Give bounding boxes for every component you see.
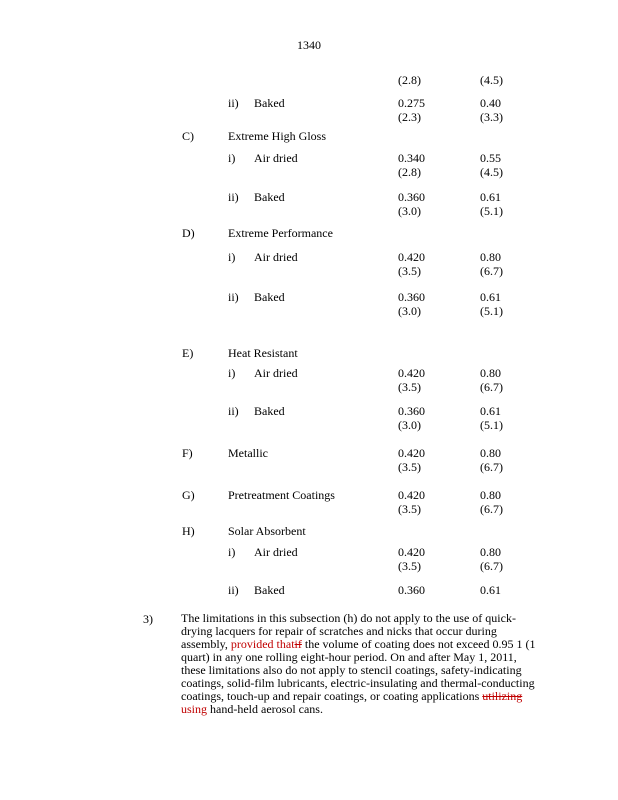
cell-value: 0.360 xyxy=(398,404,425,418)
row-sub-number: ii) xyxy=(228,583,239,597)
cell-value: (3.5) xyxy=(398,460,421,474)
row-sub-number: ii) xyxy=(228,190,239,204)
cell-value: 0.420 xyxy=(398,545,425,559)
inserted-text: provided that xyxy=(230,637,295,651)
cell-value: (5.1) xyxy=(480,204,503,218)
row-heading: Heat Resistant xyxy=(228,346,298,360)
cell-value: 0.360 xyxy=(398,583,425,597)
cell-value: (6.7) xyxy=(480,264,503,278)
row-label: Air dried xyxy=(254,250,298,264)
row-heading: Solar Absorbent xyxy=(228,524,306,538)
cell-value: (6.7) xyxy=(480,380,503,394)
row-label: Air dried xyxy=(254,366,298,380)
row-sub-number: ii) xyxy=(228,96,239,110)
cell-value: 0.40 xyxy=(480,96,501,110)
cell-value: 0.420 xyxy=(398,366,425,380)
row-label: Baked xyxy=(254,583,285,597)
row-heading: Pretreatment Coatings xyxy=(228,488,335,502)
row-letter: E) xyxy=(182,346,194,360)
paragraph-text: hand-held aerosol cans. xyxy=(207,702,323,716)
cell-value: (3.5) xyxy=(398,559,421,573)
cell-value: (6.7) xyxy=(480,502,503,516)
row-label: Air dried xyxy=(254,545,298,559)
deleted-text: utilizing xyxy=(482,689,523,703)
cell-value: (2.8) xyxy=(398,165,421,179)
row-letter: F) xyxy=(182,446,193,460)
cell-value: 0.61 xyxy=(480,404,501,418)
cell-value: (5.1) xyxy=(480,418,503,432)
inserted-text: using xyxy=(181,702,208,716)
cell-value: (2.3) xyxy=(398,110,421,124)
cell-value: (4.5) xyxy=(480,165,503,179)
row-label: Baked xyxy=(254,290,285,304)
cell-value: (2.8) xyxy=(398,73,421,87)
cell-value: 0.420 xyxy=(398,488,425,502)
cell-value: 0.80 xyxy=(480,250,501,264)
cell-value: 0.420 xyxy=(398,446,425,460)
cell-value: (4.5) xyxy=(480,73,503,87)
cell-value: 0.420 xyxy=(398,250,425,264)
row-label: Baked xyxy=(254,96,285,110)
cell-value: 0.80 xyxy=(480,488,501,502)
cell-value: 0.80 xyxy=(480,545,501,559)
cell-value: (3.0) xyxy=(398,204,421,218)
paragraph-text: The limitations in this subsection (h) do not apply to the use of quick-drying lacquers for repair of scratches and nicks that occur during assembly, xyxy=(181,611,516,651)
cell-value: 0.360 xyxy=(398,190,425,204)
row-letter: D) xyxy=(182,226,195,240)
row-letter: C) xyxy=(182,129,194,143)
row-sub-number: ii) xyxy=(228,404,239,418)
cell-value: 0.275 xyxy=(398,96,425,110)
page-number: 1340 xyxy=(297,38,321,52)
cell-value: (6.7) xyxy=(480,559,503,573)
cell-value: (3.0) xyxy=(398,418,421,432)
cell-value: (3.0) xyxy=(398,304,421,318)
row-sub-number: i) xyxy=(228,366,236,380)
cell-value: (5.1) xyxy=(480,304,503,318)
paragraph-text: the volume of coating does not exceed 0.95 1 (1 quart) in any one rolling eight-hour period. On and after May 1, 2011, these limitations also do not apply to stencil coatings, safety-indicating coatings, solid-film lubricants, electric-insulating and thermal-conducting coatings, touch-up and repair coatings, or coating applications xyxy=(181,637,536,703)
cell-value: (3.5) xyxy=(398,264,421,278)
row-heading: Extreme High Gloss xyxy=(228,129,326,143)
deleted-text: if xyxy=(294,637,302,651)
row-sub-number: i) xyxy=(228,250,236,264)
row-label: Baked xyxy=(254,190,285,204)
cell-value: (6.7) xyxy=(480,460,503,474)
row-label: Baked xyxy=(254,404,285,418)
paragraph-3 xyxy=(181,612,541,716)
cell-value: 0.360 xyxy=(398,290,425,304)
row-heading: Extreme Performance xyxy=(228,226,333,240)
row-letter: H) xyxy=(182,524,195,538)
cell-value: (3.5) xyxy=(398,380,421,394)
cell-value: 0.80 xyxy=(480,366,501,380)
cell-value: 0.340 xyxy=(398,151,425,165)
cell-value: 0.61 xyxy=(480,583,501,597)
cell-value: 0.55 xyxy=(480,151,501,165)
cell-value: (3.5) xyxy=(398,502,421,516)
row-letter: G) xyxy=(182,488,195,502)
row-sub-number: i) xyxy=(228,545,236,559)
row-heading: Metallic xyxy=(228,446,268,460)
cell-value: 0.80 xyxy=(480,446,501,460)
cell-value: (3.3) xyxy=(480,110,503,124)
row-sub-number: ii) xyxy=(228,290,239,304)
paragraph-number: 3) xyxy=(143,612,153,626)
cell-value: 0.61 xyxy=(480,290,501,304)
row-label: Air dried xyxy=(254,151,298,165)
row-sub-number: i) xyxy=(228,151,236,165)
cell-value: 0.61 xyxy=(480,190,501,204)
